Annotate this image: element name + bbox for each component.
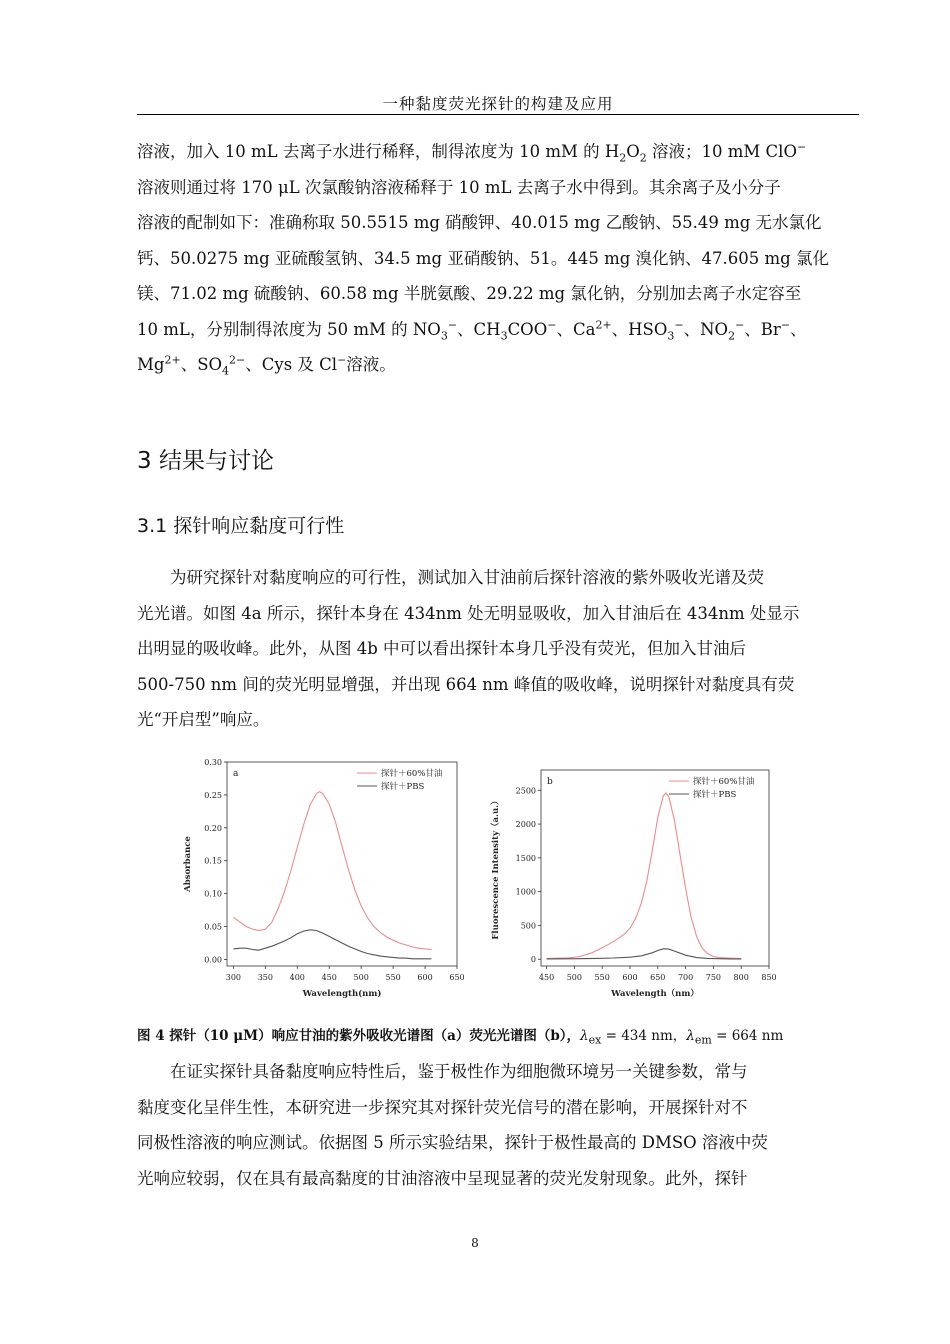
text-line: 黏度变化呈伴生性，本研究进一步探究其对探针荧光信号的潜在影响，开展探针对不 (137, 1097, 748, 1117)
series-line (233, 792, 431, 950)
y-tick-label: 0.00 (204, 955, 222, 965)
x-tick-label: 500 (566, 973, 583, 982)
y-tick-label: 2000 (515, 820, 536, 830)
legend-label: 探针＋PBS (381, 782, 425, 792)
x-tick-label: 450 (538, 973, 555, 982)
text-line: 光响应较弱，仅在具有最高黏度的甘油溶液中呈现显著的荧光发射现象。此外，探针 (137, 1168, 748, 1188)
text-line: $Mg^{2+}$、$SO_4^{2-}$、Cys 及 Cl−溶液。 (137, 353, 396, 378)
text-line: 光光谱。如图 4a 所示，探针本身在 434nm 处无明显吸收，加入甘油后在 434nm 处显示 (137, 603, 800, 623)
y-axis-label: Absorbance (183, 836, 193, 892)
legend-label: 探针＋60%甘油 (693, 777, 755, 787)
x-tick-label: 500 (353, 973, 369, 982)
y-tick-label: 0.25 (204, 790, 222, 800)
x-tick-label: 600 (622, 973, 638, 982)
text-line: 在证实探针具备黏度响应特性后，鉴于极性作为细胞微环境另一关键参数，常与 (170, 1062, 748, 1081)
paragraph-reagents (137, 134, 859, 383)
text-line: 500-750 nm 间的荧光明显增强，并出现 664 nm 峰值的吸收峰，说明探针对黏度具有荧 (137, 674, 795, 694)
x-axis-label: Wavelength（nm） (611, 989, 699, 999)
figure-4-svg (180, 752, 800, 1007)
paragraph-polarity (137, 1054, 859, 1196)
y-axis-label: Fluorescence Intensity（a.u.） (491, 796, 501, 940)
x-tick-label: 650 (449, 973, 465, 982)
legend-label: 探针＋PBS (693, 790, 737, 800)
text-line: 镁、71.02 mg 硫酸钠、60.58 mg 半胱氨酸、29.22 mg 氯化钠，分别加去离子水定容至 (137, 284, 802, 303)
text-line: 出明显的吸收峰。此外，从图 4b 中可以看出探针本身几乎没有荧光，但加入甘油后 (137, 639, 747, 658)
text-line: 10 mL，分别制得浓度为 50 mM 的 $NO_3^-$、$CH_3COO^-$、$Ca^{2+}$、$HSO_3^-$、$NO_2^-$、Br−、 (137, 318, 807, 342)
series-line (547, 793, 742, 959)
text-line: 溶液，加入 10 mL 去离子水进行稀释，制得浓度为 10 mM 的 $H_2O_2$ 溶液；10 mM ClO− (137, 140, 807, 165)
text-line: 钙、50.0275 mg 亚硫酸氢钠、34.5 mg 亚硝酸钠、51。445 mg 溴化钠、47.605 mg 氯化 (137, 248, 829, 268)
running-header: 一种黏度荧光探针的构建及应用 (382, 95, 614, 113)
x-tick-label: 750 (705, 973, 722, 982)
x-tick-label: 300 (225, 973, 242, 982)
x-tick-label: 800 (733, 973, 749, 982)
x-tick-label: 550 (594, 973, 610, 982)
text-line: 同极性溶液的响应测试。依据图 5 所示实验结果，探针于极性最高的 DMSO 溶液中荧 (137, 1133, 768, 1152)
x-tick-label: 400 (289, 973, 305, 982)
page-number: 8 (471, 1236, 479, 1250)
text-line: 溶液的配制如下：准确称取 50.5515 mg 硝酸钾、40.015 mg 乙酸钠、55.49 mg 无水氯化 (137, 213, 822, 232)
y-tick-label: 0.15 (204, 856, 222, 866)
x-tick-label: 850 (761, 973, 777, 982)
y-tick-label: 0.05 (204, 922, 222, 932)
y-tick-label: 0.30 (204, 758, 222, 767)
series-line (233, 930, 431, 959)
y-tick-label: 2500 (515, 786, 536, 796)
figure-4 (180, 752, 800, 1007)
legend-label: 探针＋60%甘油 (381, 769, 443, 779)
text-line: 溶液则通过将 170 μL 次氯酸钠溶液稀释于 10 mL 去离子水中得到。其余离子及小分子 (137, 177, 781, 197)
panel-label: a (233, 769, 239, 779)
y-tick-label: 0.20 (204, 823, 222, 833)
subsection-heading: 3.1 探针响应黏度可行性 (137, 515, 345, 537)
paragraph-feasibility (137, 560, 859, 738)
y-tick-label: 500 (520, 921, 536, 931)
section-heading: 3 结果与讨论 (137, 448, 274, 474)
figure-caption: 图 4 探针（10 μM）响应甘油的紫外吸收光谱图（a）荧光光谱图（b），$\lambda_{ex} = 434$ nm，$\lambda_{em} = 664$ nm (137, 1028, 784, 1047)
text-line: 为研究探针对黏度响应的可行性，测试加入甘油前后探针溶液的紫外吸收光谱及荧 (170, 568, 764, 587)
y-tick-label: 1500 (515, 853, 536, 863)
x-tick-label: 700 (677, 973, 694, 982)
header-rule (137, 114, 859, 115)
x-tick-label: 550 (385, 973, 401, 982)
y-tick-label: 0 (530, 955, 536, 965)
x-tick-label: 450 (321, 973, 337, 982)
x-tick-label: 650 (650, 973, 666, 982)
y-tick-label: 1000 (515, 887, 536, 897)
x-tick-label: 600 (417, 973, 433, 982)
y-tick-label: 0.10 (204, 889, 222, 899)
panel-label: b (547, 777, 553, 787)
plot-frame (227, 762, 457, 966)
x-tick-label: 350 (257, 973, 273, 982)
text-line: 光“开启型”响应。 (137, 710, 270, 729)
x-axis-label: Wavelength(nm) (302, 989, 382, 999)
